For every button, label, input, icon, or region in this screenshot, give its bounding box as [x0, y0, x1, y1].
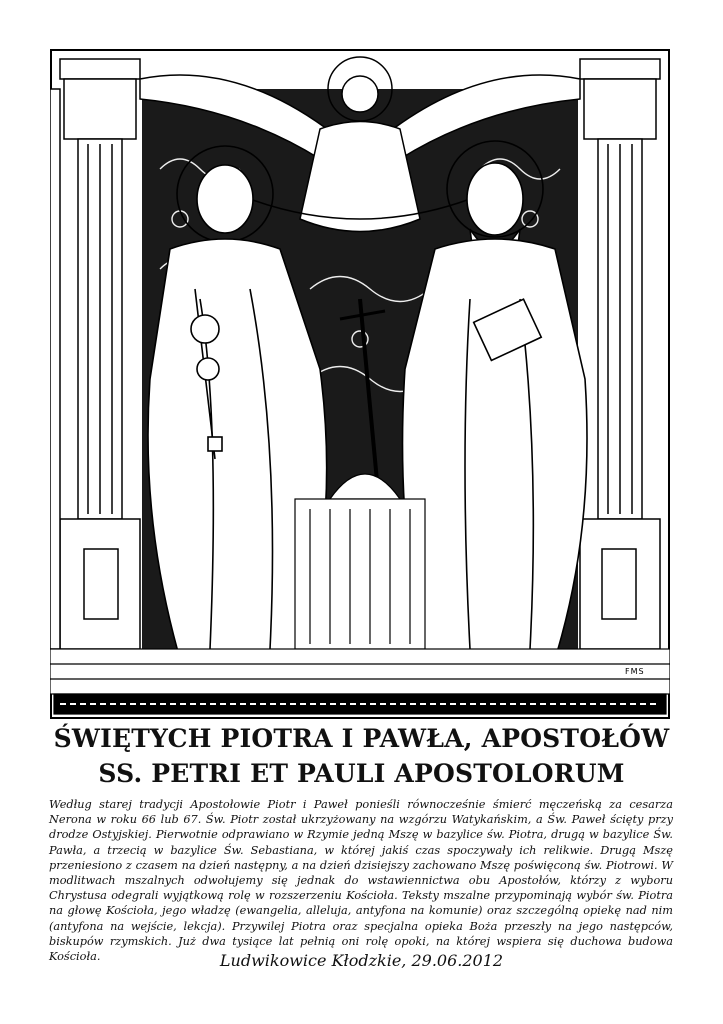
body-paragraph: Według starej tradycji Apostołowie Piotr i Paweł ponieśli równocześnie śmierć męczeńską za cesarza Nerona w roku 66 lub 67. Św. Piotr został ukrzyżowany na wzgórzu Watykańskim, a Św. Paweł ścięty przy drodze Ostyjskiej. Pierwotnie odprawiano w Rzymie jedną Mszę w bazylice św. Piotra, drugą w bazylice Św. Pawła, a trzecią w bazylice Św. Sebastiana, w której jakiś czas spoczywały ich relikwie. Drugą Mszę przeniesiono z czasem na dzień następny, a na dzień dzisiejszy zachowano Mszę poświęconą św. Piotrowi. W modlitwach mszalnych odwołujemy się jednak do wstawiennictwa obu Apostołów, którzy z wyboru Chrystusa odegrali wyjątkową rolę w rozszerzeniu Kościoła. Teksty mszalne przypominają wybór św. Piotra na głowę Kościoła, jego władzę (ewangelia, alleluja, antyfona na komunie) oraz szczególną opiekę nad nim (antyfona na wejście, lekcja). Przywilej Piotra oraz specjalna opieka Boża przeszły na jego następców, biskupów rzymskich. Już dwa tysiące lat pełnią oni rolę opoki, na której wspiera się duchowa budowa Kościoła. [49, 798, 673, 964]
floor [50, 649, 670, 714]
title-polish: ŚWIĘTYCH PIOTRA I PAWŁA, APOSTOŁÓW [53, 724, 670, 753]
basilica [295, 474, 425, 649]
title-latin: SS. PETRI ET PAULI APOSTOLORUM [98, 759, 625, 788]
place-and-date: Ludwikowice Kłodzkie, 29.06.2012 [219, 951, 504, 970]
artist-monogram: FMS [625, 667, 645, 676]
saints-engraving [50, 49, 670, 719]
